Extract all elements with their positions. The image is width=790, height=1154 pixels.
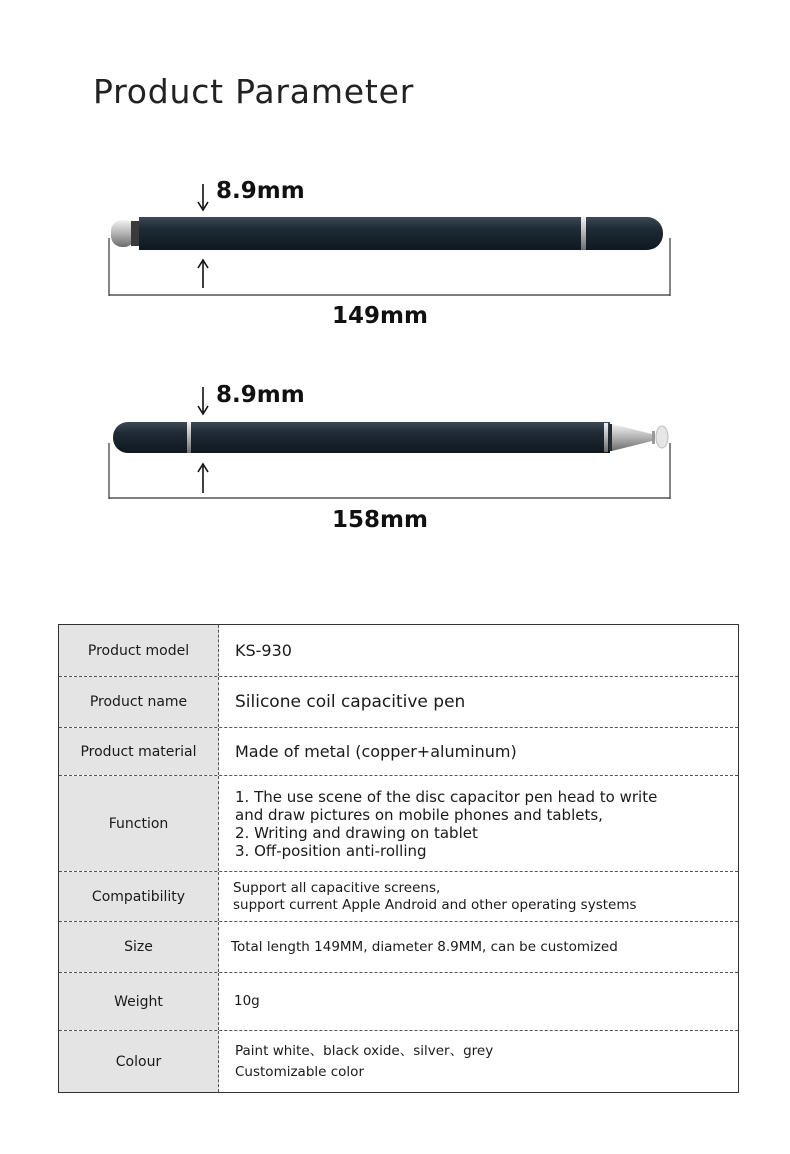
spec-value	[219, 728, 738, 775]
length-label-bottom-pen: 158mm	[332, 507, 428, 533]
spec-value-line: support current Apple Android and other operating systems	[233, 896, 637, 913]
page-title: Product Parameter	[93, 72, 415, 111]
spec-label: Product model	[59, 625, 219, 676]
spec-value	[219, 677, 738, 727]
spec-label: Function	[59, 776, 219, 871]
spec-value-line: Made of metal (copper+aluminum)	[235, 742, 517, 761]
length-label-top-pen: 149mm	[332, 303, 428, 329]
pen-dimension-diagram	[0, 0, 790, 560]
spec-value	[219, 625, 738, 676]
pen-ring	[187, 422, 191, 453]
spec-value	[219, 872, 738, 921]
spec-value	[219, 922, 738, 972]
spec-label: Compatibility	[59, 872, 219, 921]
pen-bottom	[109, 387, 670, 499]
spec-value-line: Paint white、black oxide、silver、grey	[235, 1042, 494, 1059]
spec-label: Product material	[59, 728, 219, 775]
spec-value	[219, 973, 738, 1030]
disc-tip	[652, 431, 655, 444]
diameter-label-bottom-pen: 8.9mm	[216, 382, 305, 408]
spec-label: Colour	[59, 1031, 219, 1092]
spec-table	[58, 624, 739, 1093]
spec-value-line: 10g	[234, 993, 260, 1009]
spec-row-name	[59, 677, 738, 728]
spec-row-material	[59, 728, 738, 776]
disc-tip-cone	[612, 424, 652, 451]
spec-value-line: Support all capacitive screens,	[233, 879, 441, 896]
pen-top	[109, 184, 670, 296]
spec-value-line: Silicone coil capacitive pen	[235, 691, 466, 712]
spec-row-compatibility	[59, 872, 738, 922]
spec-value-line: and draw pictures on mobile phones and tablets,	[235, 805, 603, 824]
spec-label: Weight	[59, 973, 219, 1030]
spec-value-line: Total length 149MM, diameter 8.9MM, can be customized	[231, 938, 618, 955]
spec-row-size	[59, 922, 738, 973]
spec-row-function	[59, 776, 738, 872]
spec-value-line: Customizable color	[235, 1063, 364, 1080]
spec-row-model	[59, 625, 738, 677]
pen-ring	[581, 217, 586, 250]
spec-value	[219, 1031, 738, 1092]
spec-value	[219, 776, 738, 871]
spec-value-line: 3. Off-position anti-rolling	[235, 841, 427, 860]
spec-value-line: 2. Writing and drawing on tablet	[235, 823, 478, 842]
spec-row-weight	[59, 973, 738, 1031]
spec-label: Size	[59, 922, 219, 972]
spec-label: Product name	[59, 677, 219, 727]
spec-row-colour	[59, 1031, 738, 1092]
spec-value-line: 1. The use scene of the disc capacitor pen head to write	[235, 787, 658, 806]
diameter-label-top-pen: 8.9mm	[216, 178, 305, 204]
spec-value-line: KS-930	[235, 641, 292, 660]
